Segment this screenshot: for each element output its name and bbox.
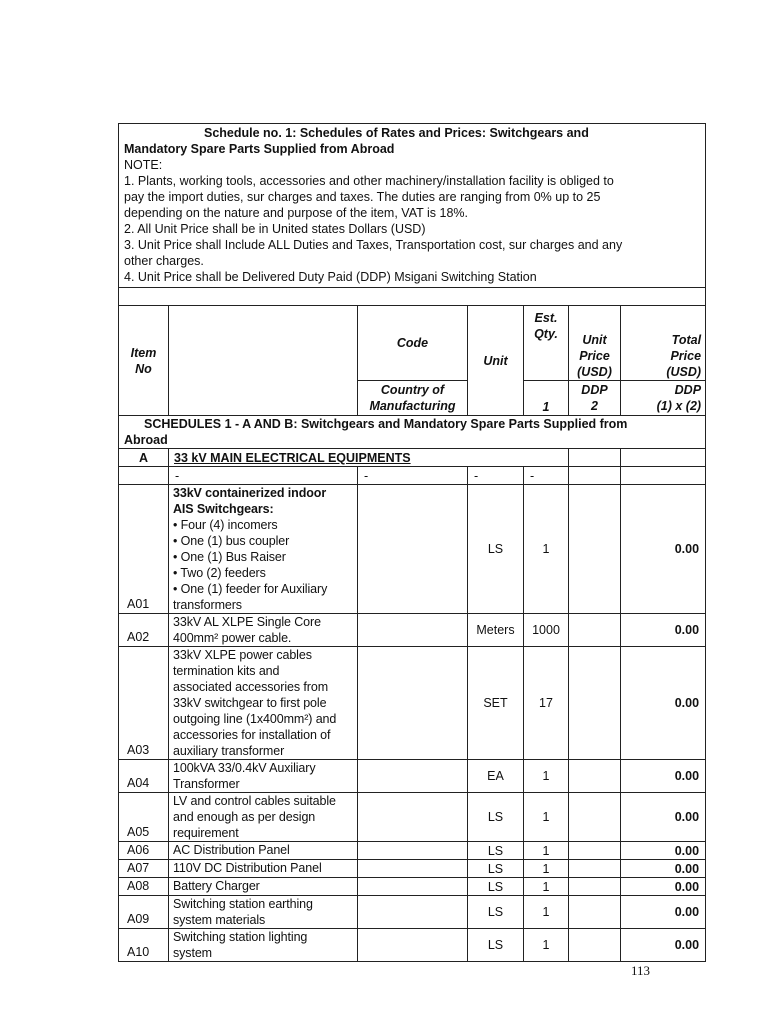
item-number: A08 — [119, 878, 169, 896]
dash-mark: - — [524, 467, 569, 485]
item-unit: LS — [468, 896, 524, 929]
item-number: A03 — [119, 647, 169, 760]
col-country-line: Manufacturing — [369, 399, 456, 413]
description-line: system materials — [173, 913, 266, 927]
schedule-heading-line: Abroad — [124, 433, 168, 447]
note-line: 4. Unit Price shall be Delivered Duty Paid (DDP) Msigani Switching Station — [124, 270, 537, 284]
col-total-price-ref-line: DDP — [674, 383, 702, 397]
description-heading-line: 33kV containerized indoor — [173, 486, 327, 500]
col-item-no-line: Item — [130, 345, 157, 360]
item-total-price: 0.00 — [621, 896, 706, 929]
item-description — [169, 760, 358, 793]
item-unit-price — [569, 878, 621, 896]
description-line: LV and control cables suitable — [173, 794, 336, 808]
description-line: requirement — [173, 826, 239, 840]
description-line: associated accessories from — [173, 680, 329, 694]
item-total-price: 0.00 — [621, 647, 706, 760]
item-number: A05 — [119, 793, 169, 842]
item-number: A02 — [119, 614, 169, 647]
item-description — [169, 485, 358, 614]
schedule-page — [118, 123, 705, 962]
dash-cell — [569, 467, 621, 485]
item-description — [169, 896, 358, 929]
description-line: AC Distribution Panel — [173, 843, 290, 857]
col-item-no — [119, 306, 169, 416]
col-item-no-line: No — [135, 361, 152, 376]
item-unit: LS — [468, 929, 524, 962]
table-row — [119, 760, 706, 793]
description-line: 100kVA 33/0.4kV Auxiliary — [173, 761, 316, 775]
table-row — [119, 842, 706, 860]
item-number: A01 — [119, 485, 169, 614]
item-description — [169, 929, 358, 962]
description-line: Switching station lighting — [173, 930, 308, 944]
note-line: 1. Plants, working tools, accessories and other machinery/installation facility is obliged to — [124, 174, 614, 188]
item-total-price: 0.00 — [621, 485, 706, 614]
blank-row — [119, 288, 706, 306]
col-unit-price-line: (USD) — [577, 365, 612, 379]
table-row — [119, 485, 706, 614]
item-number: A09 — [119, 896, 169, 929]
item-total-price: 0.00 — [621, 842, 706, 860]
item-unit: LS — [468, 485, 524, 614]
description-line: Transformer — [173, 777, 240, 791]
col-total-price — [621, 306, 706, 381]
item-description — [169, 647, 358, 760]
item-unit-price — [569, 647, 621, 760]
description-line: • Two (2) feeders — [173, 566, 266, 580]
description-line: Switching station earthing — [173, 897, 313, 911]
item-unit: LS — [468, 860, 524, 878]
dash-row — [119, 467, 706, 485]
description-line: • One (1) bus coupler — [173, 534, 290, 548]
item-number: A07 — [119, 860, 169, 878]
col-country — [358, 381, 468, 416]
item-unit-price — [569, 896, 621, 929]
item-unit: LS — [468, 842, 524, 860]
col-est-qty — [524, 306, 569, 381]
item-quantity: 17 — [524, 647, 569, 760]
section-title-cell — [169, 449, 569, 467]
note-line: other charges. — [124, 254, 204, 268]
description-line: 110V DC Distribution Panel — [173, 861, 322, 875]
col-unit-price-ref-line: 2 — [591, 399, 598, 413]
description-line: outgoing line (1x400mm²) and — [173, 712, 337, 726]
item-description — [169, 860, 358, 878]
description-line: and enough as per design — [173, 810, 316, 824]
description-line: 33kV XLPE power cables — [173, 648, 312, 662]
col-total-price-line: Total — [671, 333, 702, 347]
col-unit: Unit — [468, 306, 524, 416]
description-heading-line: AIS Switchgears: — [173, 502, 274, 516]
section-code: A — [119, 449, 169, 467]
item-number: A06 — [119, 842, 169, 860]
item-total-price: 0.00 — [621, 878, 706, 896]
item-description — [169, 793, 358, 842]
description-line: 400mm² power cable. — [173, 631, 292, 645]
col-est-qty-line: Est. — [534, 311, 558, 325]
section-row — [119, 449, 706, 467]
item-number: A10 — [119, 929, 169, 962]
dash-mark: - — [358, 467, 468, 485]
item-quantity: 1 — [524, 485, 569, 614]
schedule-heading-line: SCHEDULES 1 - A AND B: Switchgears and Mandatory Spare Parts Supplied from — [144, 417, 628, 431]
title-line-2: Mandatory Spare Parts Supplied from Abroad — [124, 142, 395, 156]
item-total-price: 0.00 — [621, 860, 706, 878]
note-label: NOTE: — [124, 158, 163, 172]
item-unit: LS — [468, 793, 524, 842]
item-unit-price — [569, 793, 621, 842]
table-row — [119, 614, 706, 647]
item-total-price: 0.00 — [621, 929, 706, 962]
item-code — [358, 860, 468, 878]
schedule-heading-row — [119, 416, 706, 449]
blank-cell — [119, 288, 706, 306]
item-number: A04 — [119, 760, 169, 793]
description-line: Battery Charger — [173, 879, 260, 893]
col-qty-ref: 1 — [524, 381, 569, 416]
header-block — [119, 124, 706, 288]
col-total-price-line: (USD) — [666, 365, 702, 379]
col-code: Code — [358, 306, 468, 381]
item-quantity: 1 — [524, 878, 569, 896]
item-code — [358, 929, 468, 962]
item-total-price: 0.00 — [621, 793, 706, 842]
schedule-table — [118, 123, 706, 962]
item-code — [358, 842, 468, 860]
item-unit-price — [569, 760, 621, 793]
item-quantity: 1 — [524, 842, 569, 860]
description-line: • Four (4) incomers — [173, 518, 278, 532]
description-line: accessories for installation of — [173, 728, 331, 742]
item-code — [358, 485, 468, 614]
item-quantity: 1 — [524, 896, 569, 929]
description-line: 33kV AL XLPE Single Core — [173, 615, 321, 629]
item-code — [358, 896, 468, 929]
table-row — [119, 929, 706, 962]
table-row — [119, 647, 706, 760]
item-unit-price — [569, 842, 621, 860]
item-code — [358, 647, 468, 760]
item-code — [358, 760, 468, 793]
description-line: transformers — [173, 598, 242, 612]
col-total-price-ref-line: (1) x (2) — [656, 399, 702, 413]
item-quantity: 1 — [524, 760, 569, 793]
schedule-heading — [119, 416, 706, 449]
section-title: 33 kV MAIN ELECTRICAL EQUIPMENTS — [174, 450, 411, 465]
col-unit-price — [569, 306, 621, 381]
item-quantity: 1 — [524, 860, 569, 878]
item-unit-price — [569, 614, 621, 647]
page-number: 113 — [631, 963, 651, 978]
note-line: 2. All Unit Price shall be in United states Dollars (USD) — [124, 222, 426, 236]
description-line: 33kV switchgear to first pole — [173, 696, 327, 710]
col-unit-price-ref — [569, 381, 621, 416]
item-unit-price — [569, 860, 621, 878]
col-unit-price-line: Price — [579, 349, 610, 363]
item-code — [358, 878, 468, 896]
dash-mark: - — [468, 467, 524, 485]
item-quantity: 1000 — [524, 614, 569, 647]
table-row — [119, 860, 706, 878]
description-line: auxiliary transformer — [173, 744, 285, 758]
header-row — [119, 124, 706, 288]
item-quantity: 1 — [524, 929, 569, 962]
table-row — [119, 878, 706, 896]
note-line: pay the import duties, sur charges and taxes. The duties are ranging from 0% up to 25 — [124, 190, 601, 204]
col-total-price-ref — [621, 381, 706, 416]
col-total-price-line: Price — [670, 349, 702, 363]
note-line: depending on the nature and purpose of the item, VAT is 18%. — [124, 206, 468, 220]
item-description — [169, 842, 358, 860]
title-line-1: Schedule no. 1: Schedules of Rates and Prices: Switchgears and — [204, 126, 589, 140]
col-country-line: Country of — [380, 383, 445, 397]
item-code — [358, 614, 468, 647]
dash-cell — [119, 467, 169, 485]
item-unit-price — [569, 485, 621, 614]
schedule-title — [124, 125, 700, 157]
col-est-qty-line: Qty. — [534, 327, 558, 341]
item-unit: SET — [468, 647, 524, 760]
description-line: system — [173, 946, 212, 960]
item-description — [169, 878, 358, 896]
section-empty — [621, 449, 706, 467]
note-line: 3. Unit Price shall Include ALL Duties and Taxes, Transportation cost, sur charges and any — [124, 238, 623, 252]
col-description — [169, 306, 358, 416]
item-code — [358, 793, 468, 842]
item-total-price: 0.00 — [621, 614, 706, 647]
item-quantity: 1 — [524, 793, 569, 842]
dash-mark: - — [169, 467, 358, 485]
column-header-row — [119, 306, 706, 381]
item-description — [169, 614, 358, 647]
item-unit: Meters — [468, 614, 524, 647]
section-empty — [569, 449, 621, 467]
description-line: termination kits and — [173, 664, 280, 678]
item-unit-price — [569, 929, 621, 962]
description-line: • One (1) Bus Raiser — [173, 550, 286, 564]
col-unit-price-ref-line: DDP — [581, 383, 608, 397]
item-total-price: 0.00 — [621, 760, 706, 793]
table-row — [119, 793, 706, 842]
dash-cell — [621, 467, 706, 485]
col-unit-price-line: Unit — [582, 333, 607, 347]
table-row — [119, 896, 706, 929]
item-unit: LS — [468, 878, 524, 896]
description-line: • One (1) feeder for Auxiliary — [173, 582, 328, 596]
item-unit: EA — [468, 760, 524, 793]
